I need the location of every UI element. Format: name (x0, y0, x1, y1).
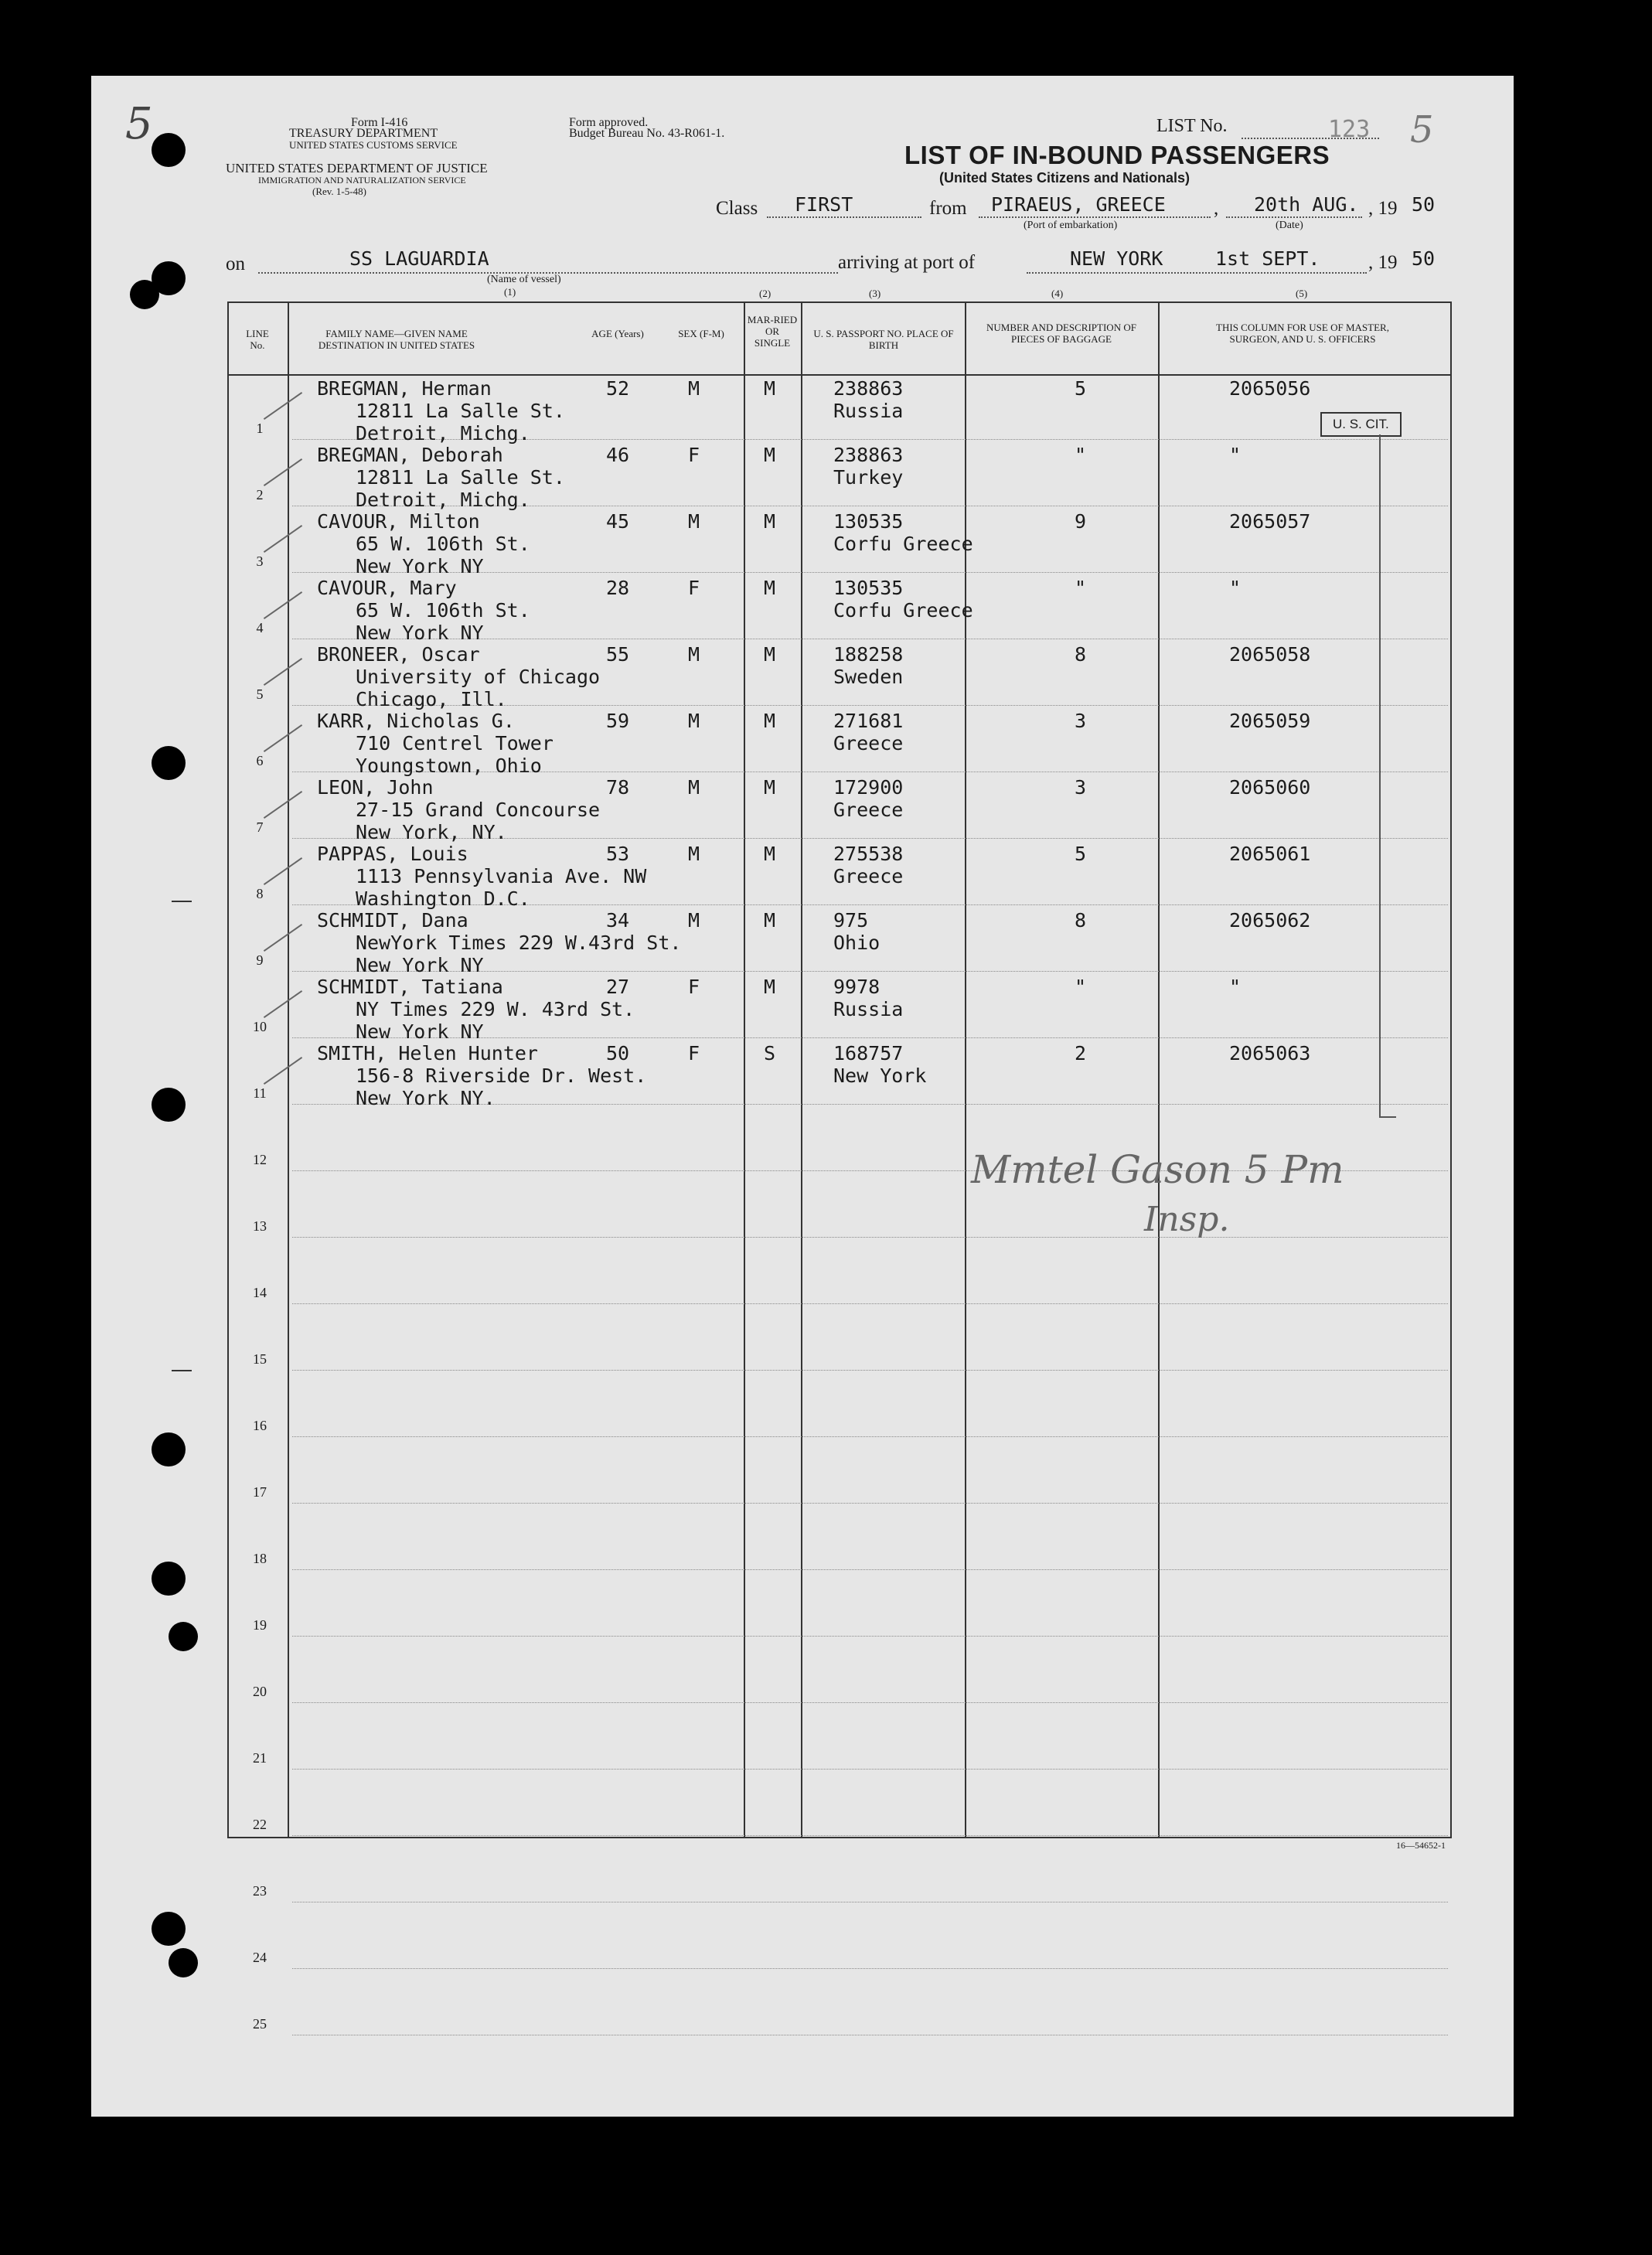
passenger-marital-status: M (764, 643, 776, 666)
colnum-5: (5) (1296, 288, 1308, 299)
row-line (292, 1702, 1448, 1703)
passenger-sex: M (688, 643, 700, 666)
passenger-address: NY Times 229 W. 43rd St. (356, 998, 635, 1020)
col1-caption: (1) (504, 286, 516, 298)
passenger-city: Detroit, Michg. (356, 422, 530, 445)
line-number: 18 (253, 1551, 267, 1566)
passenger-city: New York, NY. (356, 821, 507, 843)
officer-number: 2065056 (1229, 377, 1311, 400)
passenger-address: 156-8 Riverside Dr. West. (356, 1064, 647, 1087)
place-of-birth: Turkey (833, 466, 904, 489)
header-baggage: NUMBER AND DESCRIPTION OF PIECES OF BAGGAGE (986, 322, 1136, 345)
line-number: 21 (253, 1750, 267, 1766)
officer-number: 2065060 (1229, 776, 1311, 799)
document-title: LIST OF IN-BOUND PASSENGERS (904, 141, 1330, 169)
justice-dept: UNITED STATES DEPARTMENT OF JUSTICE (226, 161, 488, 175)
line-number: 24 (253, 1950, 267, 1965)
passenger-address: University of Chicago (356, 666, 601, 688)
passenger-name: SCHMIDT, Tatiana (317, 976, 503, 998)
from-label: from (929, 198, 967, 219)
passenger-name: CAVOUR, Milton (317, 510, 480, 533)
passport-number: 130535 (833, 577, 904, 599)
line-number: 22 (253, 1817, 267, 1832)
baggage-count: 3 (1075, 710, 1087, 732)
place-of-birth: Corfu Greece (833, 599, 973, 622)
passenger-age: 55 (606, 643, 630, 666)
ins-service: IMMIGRATION AND NATURALIZATION SERVICE (258, 175, 466, 186)
passport-number: 975 (833, 909, 869, 932)
passenger-marital-status: M (764, 444, 776, 466)
passport-number: 9978 (833, 976, 880, 998)
row-line (292, 1835, 1448, 1836)
vessel-name: SS LAGUARDIA (349, 247, 489, 270)
line-number: 17 (253, 1484, 267, 1500)
line-number: 15 (253, 1351, 267, 1367)
list-number-label: LIST No. (1156, 116, 1228, 136)
colnum-3: (3) (869, 288, 881, 299)
passenger-sex: F (688, 577, 700, 599)
document-subtitle: (United States Citizens and Nationals) (939, 170, 1190, 186)
passenger-name: KARR, Nicholas G. (317, 710, 515, 732)
footer-code: 16—54652-1 (1396, 1840, 1446, 1851)
officer-number: " (1229, 577, 1242, 599)
passenger-age: 50 (606, 1042, 630, 1064)
passenger-age: 78 (606, 776, 630, 799)
year-prefix: , 19 (1368, 198, 1398, 219)
margin-dash (172, 901, 192, 902)
passenger-age: 52 (606, 377, 630, 400)
passenger-name: SCHMIDT, Dana (317, 909, 468, 932)
margin-mark: 5 (125, 99, 153, 149)
row-line (292, 1503, 1448, 1504)
passenger-age: 46 (606, 444, 630, 466)
passenger-sex: M (688, 776, 700, 799)
passenger-city: Washington D.C. (356, 887, 530, 910)
line-number: 2 (256, 487, 264, 502)
passenger-marital-status: S (764, 1042, 776, 1064)
place-of-birth: Russia (833, 400, 904, 422)
passenger-sex: M (688, 843, 700, 865)
passenger-city: Chicago, Ill. (356, 688, 507, 710)
passenger-address: 65 W. 106th St. (356, 599, 530, 622)
passenger-marital-status: M (764, 776, 776, 799)
passenger-address: NewYork Times 229 W.43rd St. (356, 932, 682, 954)
passenger-address: 12811 La Salle St. (356, 400, 565, 422)
inspector-title: Insp. (1144, 1200, 1230, 1239)
officer-number: 2065063 (1229, 1042, 1311, 1064)
date-caption: (Date) (1276, 220, 1303, 231)
baggage-count: " (1075, 976, 1087, 998)
baggage-count: 9 (1075, 510, 1087, 533)
departure-date: 20th AUG. (1254, 193, 1359, 216)
passport-number: 168757 (833, 1042, 904, 1064)
baggage-count: 5 (1075, 843, 1087, 865)
passport-number: 238863 (833, 444, 904, 466)
punch-hole (130, 280, 159, 309)
passenger-name: PAPPAS, Louis (317, 843, 468, 865)
passenger-marital-status: M (764, 843, 776, 865)
punch-hole (152, 1562, 186, 1596)
header-officers: THIS COLUMN FOR USE OF MASTER, SURGEON, AND U. S. OFFICERS (1216, 322, 1389, 345)
passenger-age: 53 (606, 843, 630, 865)
place-of-birth: Greece (833, 865, 904, 887)
passenger-address: 710 Centrel Tower (356, 732, 554, 755)
row-line (292, 1769, 1448, 1770)
row-line (292, 1303, 1448, 1304)
passenger-address: 27-15 Grand Concourse (356, 799, 601, 821)
class-label: Class (716, 198, 758, 219)
place-of-birth: Greece (833, 799, 904, 821)
passenger-marital-status: M (764, 377, 776, 400)
arrival-date: 1st SEPT. (1215, 247, 1320, 270)
passport-number: 188258 (833, 643, 904, 666)
line-number: 1 (256, 421, 264, 436)
passenger-name: BREGMAN, Herman (317, 377, 492, 400)
baggage-count: " (1075, 444, 1087, 466)
baggage-count: 3 (1075, 776, 1087, 799)
place-of-birth: Corfu Greece (833, 533, 973, 555)
passenger-marital-status: M (764, 510, 776, 533)
passenger-sex: F (688, 444, 700, 466)
line-number: 16 (253, 1418, 267, 1433)
line-number: 19 (253, 1617, 267, 1633)
passenger-sex: M (688, 909, 700, 932)
punch-hole (152, 746, 186, 780)
baggage-count: 8 (1075, 643, 1087, 666)
header-passport: U. S. PASSPORT NO. PLACE OF BIRTH (813, 328, 954, 351)
officer-number: " (1229, 444, 1242, 466)
row-line (292, 1370, 1448, 1371)
officer-number: 2065059 (1229, 710, 1311, 732)
bracket-line (1379, 434, 1381, 1118)
passenger-city: New York NY (356, 622, 484, 644)
passport-number: 130535 (833, 510, 904, 533)
passenger-name: SMITH, Helen Hunter (317, 1042, 538, 1064)
passenger-city: New York NY (356, 1020, 484, 1043)
customs-service: UNITED STATES CUSTOMS SERVICE (289, 139, 458, 151)
passenger-city: Youngstown, Ohio (356, 755, 542, 777)
passenger-address: 65 W. 106th St. (356, 533, 530, 555)
place-of-birth: New York (833, 1064, 927, 1087)
arriving-label: arriving at port of (838, 252, 976, 273)
line-number: 13 (253, 1218, 267, 1234)
form-number: Form I-416 (351, 116, 408, 129)
passenger-sex: F (688, 1042, 700, 1064)
line-number: 7 (256, 819, 264, 835)
punch-hole (152, 1088, 186, 1122)
baggage-count: 2 (1075, 1042, 1087, 1064)
passenger-age: 28 (606, 577, 630, 599)
class-value: FIRST (795, 193, 853, 216)
form-approved: Form approved. (569, 116, 649, 129)
place-of-birth: Greece (833, 732, 904, 755)
baggage-count: 8 (1075, 909, 1087, 932)
passenger-age: 34 (606, 909, 630, 932)
list-number-handwritten: 5 (1410, 108, 1434, 152)
passenger-marital-status: M (764, 577, 776, 599)
passport-number: 238863 (833, 377, 904, 400)
row-line (292, 1569, 1448, 1570)
baggage-count: " (1075, 577, 1087, 599)
line-number: 3 (256, 554, 264, 569)
header-name: FAMILY NAME—GIVEN NAME DESTINATION IN UNITED STATES (318, 328, 475, 351)
line-number: 10 (253, 1019, 267, 1034)
passenger-sex: M (688, 510, 700, 533)
line-number: 14 (253, 1285, 267, 1300)
passenger-sex: F (688, 976, 700, 998)
officer-number: 2065058 (1229, 643, 1311, 666)
revision: (Rev. 1-5-48) (312, 186, 366, 197)
passenger-name: LEON, John (317, 776, 434, 799)
comma: , (1214, 198, 1219, 219)
passenger-name: CAVOUR, Mary (317, 577, 457, 599)
passenger-marital-status: M (764, 710, 776, 732)
place-of-birth: Ohio (833, 932, 880, 954)
punch-hole (152, 1432, 186, 1466)
row-line (292, 1237, 1448, 1238)
place-of-birth: Sweden (833, 666, 904, 688)
passport-number: 271681 (833, 710, 904, 732)
passenger-sex: M (688, 377, 700, 400)
passenger-age: 27 (606, 976, 630, 998)
treasury-dept: TREASURY DEPARTMENT (289, 127, 438, 140)
officer-number: 2065062 (1229, 909, 1311, 932)
arrival-port: NEW YORK (1070, 247, 1163, 270)
line-number: 25 (253, 2016, 267, 2032)
officer-number: 2065057 (1229, 510, 1311, 533)
punch-hole (169, 1622, 198, 1651)
passenger-name: BREGMAN, Deborah (317, 444, 503, 466)
us-citizen-stamp: U. S. CIT. (1320, 412, 1402, 437)
margin-dash (172, 1370, 192, 1371)
budget-bureau: Budget Bureau No. 43-R061-1. (569, 127, 725, 140)
passenger-city: New York NY (356, 555, 484, 577)
place-of-birth: Russia (833, 998, 904, 1020)
list-number-value: 123 (1328, 116, 1371, 143)
header-age: AGE (Years) (591, 328, 644, 339)
on-label: on (226, 254, 245, 274)
departure-year: 50 (1412, 193, 1436, 216)
header-sex: SEX (F-M) (678, 328, 724, 339)
passport-number: 275538 (833, 843, 904, 865)
punch-hole (169, 1948, 198, 1977)
line-number: 9 (256, 952, 264, 968)
line-number: 11 (253, 1085, 267, 1101)
punch-hole (152, 133, 186, 167)
row-line (292, 1436, 1448, 1437)
port-caption: (Port of embarkation) (1024, 220, 1118, 231)
line-number: 4 (256, 620, 264, 635)
officer-number: 2065061 (1229, 843, 1311, 865)
passenger-marital-status: M (764, 909, 776, 932)
passenger-address: 12811 La Salle St. (356, 466, 565, 489)
officer-number: " (1229, 976, 1242, 998)
passport-number: 172900 (833, 776, 904, 799)
line-number: 6 (256, 753, 264, 768)
passenger-age: 45 (606, 510, 630, 533)
header-married: MAR-RIED OR SINGLE (747, 314, 798, 349)
passenger-name: BRONEER, Oscar (317, 643, 480, 666)
passenger-age: 59 (606, 710, 630, 732)
row-line (292, 1968, 1448, 1969)
year-prefix-2: , 19 (1368, 252, 1398, 273)
colnum-4: (4) (1051, 288, 1064, 299)
passenger-city: Detroit, Michg. (356, 489, 530, 511)
arrival-year: 50 (1412, 247, 1436, 270)
line-number: 20 (253, 1684, 267, 1699)
line-number: 23 (253, 1883, 267, 1899)
bracket-tick (1379, 1116, 1396, 1118)
line-number: 12 (253, 1152, 267, 1167)
header-line-no: LINE No. (246, 328, 269, 351)
line-number: 8 (256, 886, 264, 901)
passenger-marital-status: M (764, 976, 776, 998)
inspector-signature: Mmtel Gason 5 Pm (971, 1147, 1344, 1192)
passenger-address: 1113 Pennsylvania Ave. NW (356, 865, 647, 887)
colnum-2: (2) (759, 288, 772, 299)
vessel-caption: (Name of vessel) (487, 274, 561, 285)
row-line (292, 1636, 1448, 1637)
line-number: 5 (256, 686, 264, 702)
baggage-count: 5 (1075, 377, 1087, 400)
passenger-sex: M (688, 710, 700, 732)
passenger-city: New York NY (356, 954, 484, 976)
port-of-embarkation: PIRAEUS, GREECE (991, 193, 1166, 216)
passenger-city: New York NY. (356, 1087, 496, 1109)
punch-hole (152, 1912, 186, 1946)
